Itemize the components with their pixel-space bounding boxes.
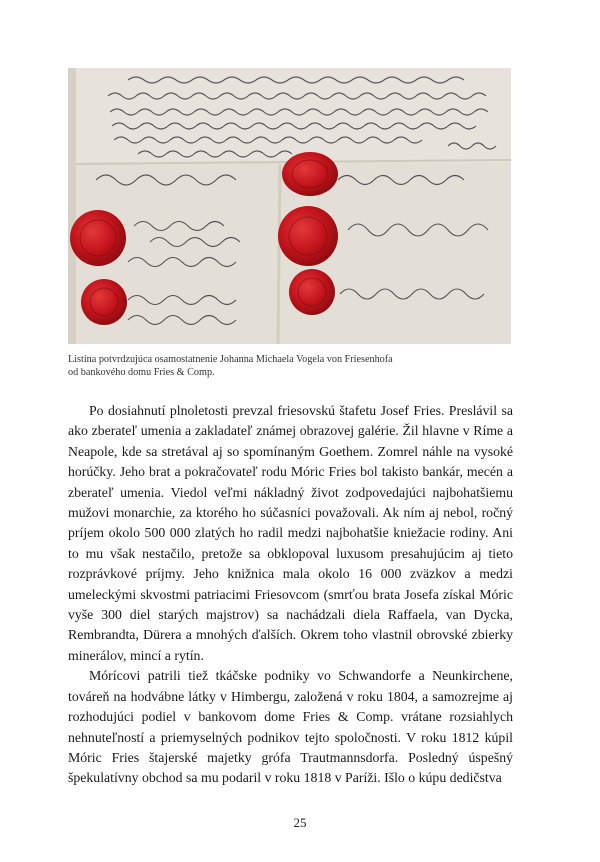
paragraph-2: Mórícovi patrili tiež tkáčske podniky vo Schwandorfe a Neunkirchene, továreň na hodvábne látky v Himbergu, založená v roku 1804, a samozrejme aj rozhodujúci podiel v bankovom dome Fries & Comp. vrátane rozsiahlych nehnuteľností a priemyselných podnikov tejto spoločnosti. V roku 1812 kúpil Móric Fries štajerské majetky grófa Trautmannsdorfa. Posledný úspešný špekulatívny obchod sa mu podaril v roku 1818 v Paríži. Išlo o kúpu dedičstva: [68, 668, 513, 786]
figure-caption: [68, 353, 518, 379]
document-photograph: [68, 68, 511, 344]
body-text: [68, 401, 513, 789]
page-number: 25: [293, 815, 307, 830]
manuscript-image: [68, 68, 511, 344]
caption-line-2: od bankového domu Fries & Comp.: [68, 367, 215, 378]
caption-line-1: Listina potvrdzujúca osamostatnenie Johanna Michaela Vogela von Friesenhofa: [68, 354, 393, 365]
paragraph-1: Po dosiahnutí plnoletosti prevzal friesovskú štafetu Josef Fries. Preslávil sa ako zberateľ umenia a zakladateľ známej obrazovej galérie. Žil hlavne v Ríme a Neapole, kde sa stretával aj so spomínaným Goethem. Zomrel náhle na vysoké horúčky. Jeho brat a pokračovateľ rodu Móric Fries bol takisto bankár, mecén a zberateľ umenia. Viedol veľmi nákladný život zodpovedajúci najbohatšiemu mužovi monarchie, za ktorého ho súčasníci považovali. Ak ním aj nebol, ročný príjem okolo 500 000 zlatých ho radil medzi najbohatšie kniežacie rodiny. Ani to mu však nestačilo, pretože sa obklopoval luxusom presahujúcim aj tieto rozprávkové príjmy. Jeho knižnica mala okolo 16 000 zväzkov a medzi umeleckými skvostmi patriacimi Friesovcom (smrťou brata Josefa získal Móric vyše 300 diel starých majstrov) sa nachádzali diela Raffaela, van Dycka, Rembrandta, Dürera a mnohých ďalších. Okrem toho vlastnil obrovské zbierky minerálov, mincí a rytín.: [68, 403, 513, 663]
